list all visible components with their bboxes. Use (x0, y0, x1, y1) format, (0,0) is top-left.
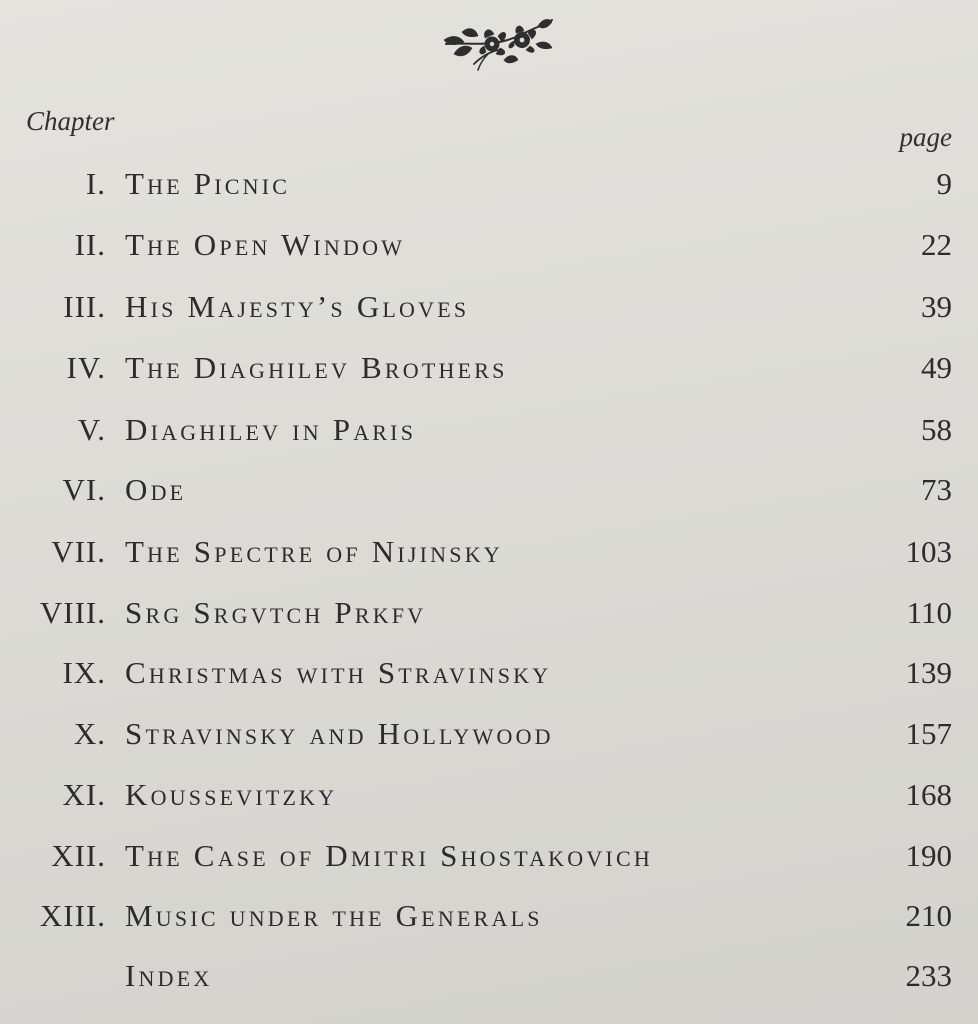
chapter-numeral: X. (73, 716, 106, 751)
page-number: 110 (906, 595, 952, 630)
page-column-label: page (899, 122, 952, 152)
chapter-numeral: II. (74, 227, 106, 262)
chapter-numeral: IV. (66, 350, 106, 385)
page-number: 139 (905, 655, 952, 690)
toc-entry (0, 838, 978, 882)
page-number: 190 (905, 838, 952, 873)
toc-entry (0, 350, 978, 394)
chapter-numeral: XII. (51, 838, 106, 873)
chapter-numeral: XIII. (39, 898, 106, 933)
chapter-numeral: XI. (62, 777, 106, 812)
page-number: 168 (905, 777, 952, 812)
chapter-column-label: Chapter (26, 106, 115, 136)
chapter-title: Koussevitzky (125, 777, 338, 812)
toc-entry (0, 534, 978, 578)
page-number: 103 (905, 534, 952, 569)
page-number: 9 (936, 166, 952, 201)
toc-entry (0, 227, 978, 271)
chapter-numeral: III. (63, 289, 106, 324)
floral-ornament-icon (438, 14, 556, 74)
chapter-numeral: I. (85, 166, 106, 201)
chapter-title: Christmas with Stravinsky (125, 655, 552, 690)
toc-entry (0, 595, 978, 639)
page-number: 49 (921, 350, 952, 385)
page-number: 39 (921, 289, 952, 324)
chapter-title: Stravinsky and Hollywood (125, 716, 554, 751)
toc-entry (0, 655, 978, 699)
chapter-title: The Diaghilev Brothers (125, 350, 508, 385)
page-number: 157 (905, 716, 952, 751)
chapter-numeral: VI. (62, 472, 106, 507)
chapter-title: His Majesty’s Gloves (125, 289, 470, 324)
chapter-title: Ode (125, 472, 187, 507)
toc-entry (0, 716, 978, 760)
page-number: 233 (905, 958, 952, 993)
chapter-title: Srg Srgvtch Prkfv (125, 595, 427, 630)
toc-entry (0, 412, 978, 456)
index-title: Index (125, 958, 213, 993)
toc-entry (0, 898, 978, 942)
page-number: 210 (905, 898, 952, 933)
toc-entry (0, 777, 978, 821)
toc-entry (0, 472, 978, 516)
chapter-numeral: VII. (51, 534, 106, 569)
page-number: 22 (921, 227, 952, 262)
toc-entry-index (0, 958, 978, 1002)
chapter-title: The Case of Dmitri Shostakovich (125, 838, 653, 873)
chapter-numeral: V. (77, 412, 106, 447)
chapter-title: The Spectre of Nijinsky (125, 534, 503, 569)
chapter-title: Diaghilev in Paris (125, 412, 417, 447)
chapter-title: Music under the Generals (125, 898, 543, 933)
toc-entry (0, 289, 978, 333)
page-number: 73 (921, 472, 952, 507)
chapter-numeral: VIII. (39, 595, 106, 630)
page-number: 58 (921, 412, 952, 447)
toc-entry (0, 166, 978, 210)
chapter-title: The Picnic (125, 166, 291, 201)
chapter-numeral: IX. (62, 655, 106, 690)
chapter-title: The Open Window (125, 227, 406, 262)
